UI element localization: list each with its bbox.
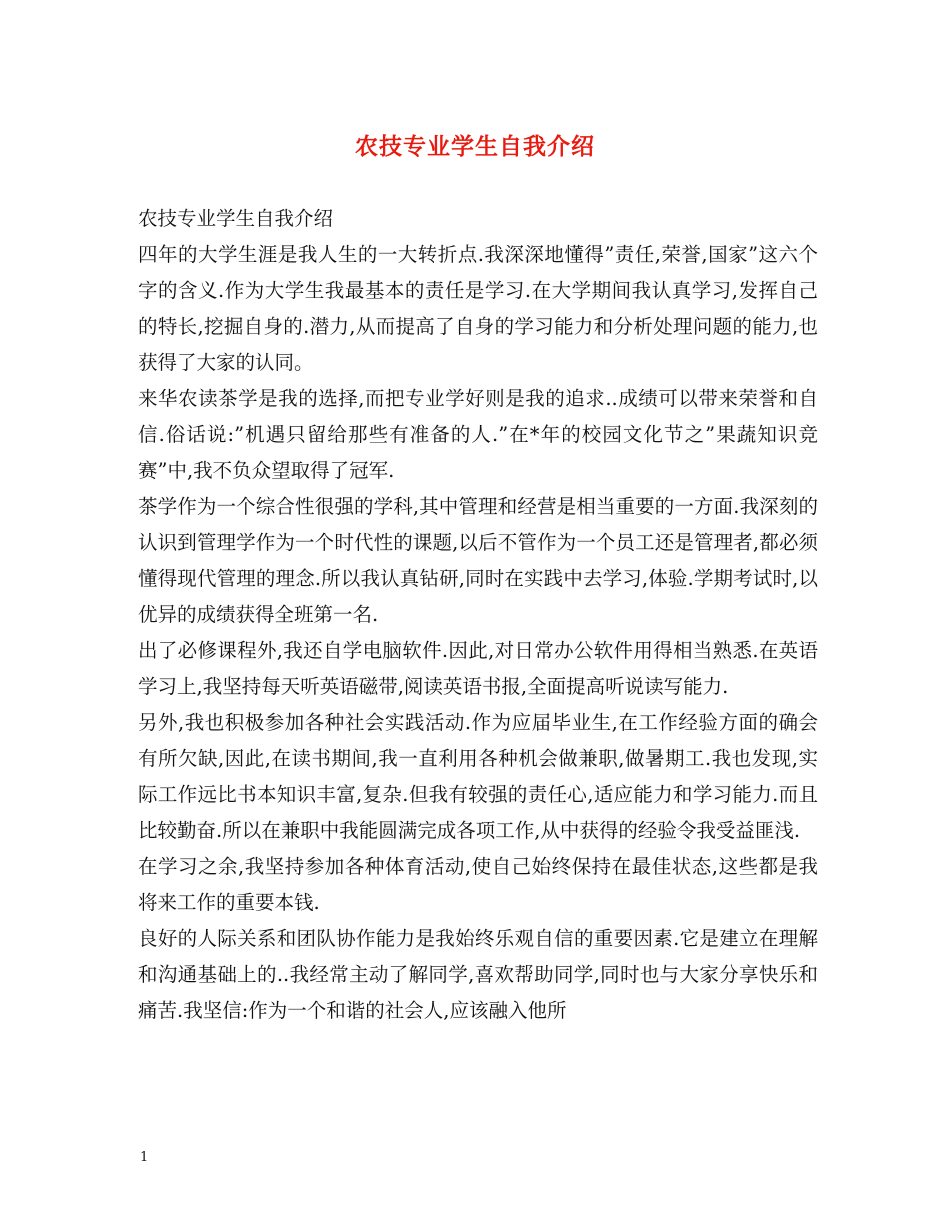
paragraph: 良好的人际关系和团队协作能力是我始终乐观自信的重要因素.它是建立在理解和沟通基础上的..我经常主动了解同学,喜欢帮助同学,同时也与大家分享快乐和痛苦.我坚信:作为一个和谐的社会人,应该融入他所 (138, 927, 818, 1022)
paragraph: 出了必修课程外,我还自学电脑软件.因此,对日常办公软件用得相当熟悉.在英语学习上,我坚持每天听英语磁带,阅读英语书报,全面提高听说读写能力. (138, 639, 818, 698)
paragraph: 四年的大学生涯是我人生的一大转折点.我深深地懂得”责任,荣誉,国家”这六个字的含义.作为大学生我最基本的责任是学习.在大学期间我认真学习,发挥自己的特长,挖掘自身的.潜力,从而提高了自身的学习能力和分析处理问题的能力,也获得了大家的认同。 (138, 243, 818, 374)
document-title: 农技专业学生自我介绍 (355, 133, 595, 160)
paragraph: 茶学作为一个综合性很强的学科,其中管理和经营是相当重要的一方面.我深刻的认识到管理学作为一个时代性的课题,以后不管作为一个员工还是管理者,都必须懂得现代管理的理念.所以我认真钻研,同时在实践中去学习,体验.学期考试时,以优异的成绩获得全班第一名. (138, 495, 818, 626)
paragraph: 在学习之余,我坚持参加各种体育活动,使自己始终保持在最佳状态,这些都是我将来工作的重要本钱. (138, 855, 818, 914)
paragraph: 另外,我也积极参加各种社会实践活动.作为应届毕业生,在工作经验方面的确会有所欠缺,因此,在读书期间,我一直利用各种机会做兼职,做暑期工.我也发现,实际工作远比书本知识丰富,复杂.但我有较强的责任心,适应能力和学习能力.而且比较勤奋.所以在兼职中我能圆满完成各项工作,从中获得的经验令我受益匪浅. (138, 711, 818, 842)
paragraph: 来华农读茶学是我的选择,而把专业学好则是我的追求..成绩可以带来荣誉和自信.俗话说:”机遇只留给那些有准备的人.”在*年的校园文化节之”果蔬知识竞赛”中,我不负众望取得了冠军. (138, 387, 818, 482)
paragraph-heading: 农技专业学生自我介绍 (138, 207, 334, 230)
page-number: 1 (140, 1150, 149, 1165)
document-body (138, 201, 818, 1029)
